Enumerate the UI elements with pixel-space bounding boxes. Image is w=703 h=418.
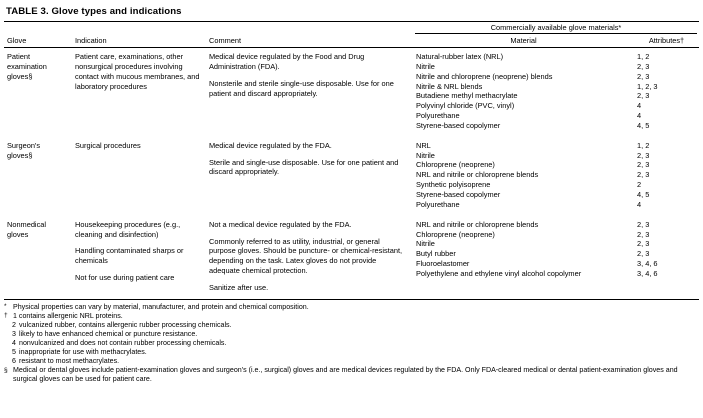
- footnote-number: 4: [12, 339, 16, 348]
- attribute-item: 4, 5: [637, 189, 650, 199]
- attribute-item: 4, 5: [637, 120, 650, 130]
- comment-paragraph: Commonly referred to as utility, industrial, or general purpose gloves. Should be puncture- or chemical-resistant, depending on the task. Latex gloves do not provide adequate chemical protection.: [209, 236, 403, 276]
- column-header-attributes: Attributes†: [648, 36, 685, 45]
- footnote: [4, 357, 699, 366]
- material-item: NRL and nitrile or chloroprene blends: [416, 170, 539, 180]
- attribute-item: 4: [637, 199, 642, 209]
- attribute-item: 4: [637, 111, 642, 121]
- footnote-mark: †: [4, 312, 8, 320]
- spanning-header-label: Commercially available glove materials*: [415, 23, 697, 34]
- footnote-text: nonvulcanized and does not contain rubber processing chemicals.: [19, 339, 227, 348]
- comment-paragraph: Medical device regulated by the Food and Drug Administration (FDA).: [209, 52, 365, 71]
- spanning-header-row: [4, 22, 699, 34]
- column-header-indication: Indication: [75, 36, 107, 45]
- indication-paragraph: Handling contaminated sharps or chemicals: [75, 246, 184, 266]
- attribute-item: 2, 3: [637, 170, 650, 180]
- footnote: [4, 303, 699, 312]
- footnote: [4, 339, 699, 348]
- row-indication: Surgical procedures: [75, 140, 141, 150]
- footnote-number: 3: [12, 329, 16, 338]
- material-item: Butadiene methyl methacrylate: [416, 91, 518, 101]
- attribute-item: 2, 3: [637, 160, 650, 170]
- row-materials: [413, 137, 635, 216]
- indication-paragraph: Not for use during patient care: [75, 273, 175, 283]
- material-item: Fluoroelastomer: [416, 259, 470, 269]
- attribute-item: 1, 2: [637, 52, 650, 61]
- footnote-number: 5: [12, 348, 16, 357]
- row-comment: [206, 137, 413, 216]
- attribute-item: 2, 3: [637, 249, 650, 259]
- spanning-header-cell: [413, 22, 699, 34]
- footnote-text: 1 contains allergenic NRL proteins.: [13, 311, 123, 320]
- column-header-glove: Glove: [7, 36, 27, 45]
- comment-paragraph: Not a medical device regulated by the FDA.: [209, 219, 352, 229]
- table-row: [4, 216, 699, 299]
- attribute-item: 2, 3: [637, 91, 650, 101]
- material-item: Polyvinyl chloride (PVC, vinyl): [416, 101, 515, 111]
- footnote: [4, 348, 699, 357]
- footnote-text: Physical properties can vary by material, manufacturer, and protein and chemical composition.: [13, 302, 309, 311]
- footnote-mark: §: [4, 366, 8, 374]
- footnote-text: likely to have enhanced chemical or puncture resistance.: [19, 329, 198, 338]
- row-attributes: [635, 137, 699, 216]
- material-item: Nitrile & NRL blends: [416, 81, 483, 91]
- row-attributes: [635, 216, 699, 299]
- column-header-comment: Comment: [209, 36, 242, 45]
- row-materials: [413, 216, 635, 299]
- row-glove: Surgeon's gloves§: [7, 140, 41, 160]
- attribute-item: 2: [637, 180, 642, 190]
- material-item: Nitrile: [416, 61, 435, 71]
- row-comment: [206, 48, 413, 137]
- row-attributes: [635, 48, 699, 137]
- attribute-item: 2, 3: [637, 239, 650, 249]
- row-glove: Patient examination gloves§: [7, 52, 47, 81]
- attribute-item: 1, 2: [637, 140, 650, 150]
- material-item: Styrene-based copolymer: [416, 120, 501, 130]
- table-row: [4, 137, 699, 216]
- indication-paragraph: Housekeeping procedures (e.g., cleaning and disinfection): [75, 219, 181, 239]
- footnote-text: Medical or dental gloves include patient-examination gloves and surgeon's (i.e., surgical) gloves and are medical devices regulated by the FDA. Only FDA-cleared medical or dental patient-examination gloves and surgical gloves can be used for patient care.: [13, 366, 678, 384]
- footnote-number: 6: [12, 357, 16, 366]
- material-item: Polyurethane: [416, 199, 460, 209]
- glove-types-table: [4, 22, 699, 47]
- row-indication: Patient care, examinations, other nonsurgical procedures involving contact with mucous membranes, and laboratory procedures: [75, 52, 200, 91]
- material-item: Synthetic polyisoprene: [416, 180, 491, 190]
- row-comment: [206, 216, 413, 299]
- table-row: [4, 48, 699, 137]
- comment-paragraph: Nonsterile and sterile single-use disposable. Use for one patient and discard appropriately.: [209, 78, 394, 98]
- footnote-mark: *: [4, 303, 7, 311]
- material-item: Nitrile and chloroprene (neoprene) blends: [416, 71, 553, 81]
- material-item: Polyethylene and ethylene vinyl alcohol copolymer: [416, 268, 582, 278]
- footnote-text: vulcanized rubber, contains allergenic rubber processing chemicals.: [19, 320, 232, 329]
- page-title: TABLE 3. Glove types and indications: [6, 6, 182, 17]
- attribute-item: 4: [637, 101, 642, 111]
- row-materials: [413, 48, 635, 137]
- material-item: NRL: [416, 140, 431, 150]
- glove-types-body: [4, 48, 699, 299]
- footnote: [4, 321, 699, 330]
- footnote: [4, 330, 699, 339]
- material-item: Nitrile: [416, 239, 435, 249]
- material-item: Natural-rubber latex (NRL): [416, 52, 504, 61]
- comment-paragraph: Sanitize after use.: [209, 282, 269, 292]
- row-glove: Nonmedical gloves: [7, 219, 47, 239]
- material-item: Chloroprene (neoprene): [416, 229, 495, 239]
- column-header-row: [4, 34, 699, 47]
- footnote: [4, 312, 699, 321]
- attribute-item: 2, 3: [637, 229, 650, 239]
- footnote: [4, 366, 699, 384]
- attribute-item: 1, 2, 3: [637, 81, 658, 91]
- material-item: Styrene-based copolymer: [416, 189, 501, 199]
- material-item: Nitrile: [416, 150, 435, 160]
- material-item: Chloroprene (neoprene): [416, 160, 495, 170]
- row-indication: [72, 216, 206, 299]
- attribute-item: 2, 3: [637, 71, 650, 81]
- footnote-text: resistant to most methacrylates.: [19, 357, 120, 366]
- footnote-text: inappropriate for use with methacrylates.: [19, 348, 147, 357]
- material-item: Butyl rubber: [416, 249, 456, 259]
- material-item: Polyurethane: [416, 111, 460, 121]
- attribute-item: 2, 3: [637, 219, 650, 229]
- attribute-item: 2, 3: [637, 61, 650, 71]
- bottom-rule: [4, 299, 699, 300]
- comment-paragraph: Medical device regulated by the FDA.: [209, 140, 332, 150]
- attribute-item: 3, 4, 6: [637, 268, 658, 278]
- comment-paragraph: Sterile and single-use disposable. Use for one patient and discard appropriately.: [209, 157, 399, 177]
- material-item: NRL and nitrile or chloroprene blends: [416, 219, 539, 229]
- attribute-item: 2, 3: [637, 150, 650, 160]
- column-header-material: Material: [510, 36, 537, 45]
- attribute-item: 3, 4, 6: [637, 259, 658, 269]
- footnote-number: 2: [12, 320, 16, 329]
- footnotes: [4, 303, 699, 385]
